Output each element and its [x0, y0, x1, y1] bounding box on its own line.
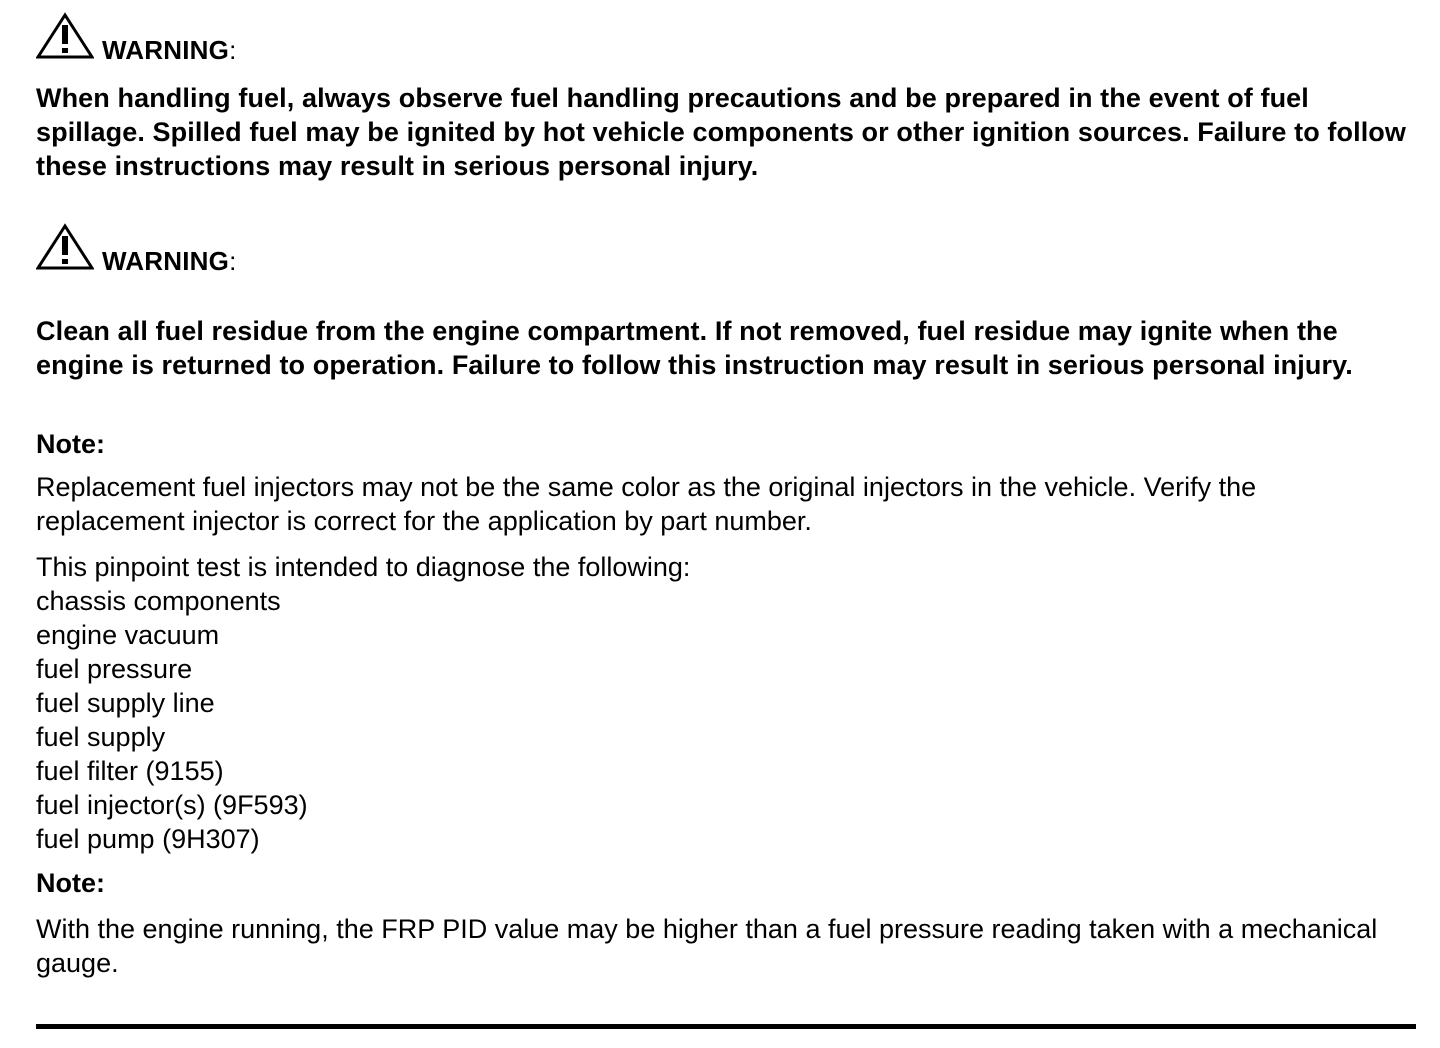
bottom-divider [36, 1024, 1416, 1029]
list-item: fuel supply [36, 722, 166, 752]
warning-heading-1 [36, 12, 237, 65]
list-item: chassis components [36, 586, 281, 616]
note-text-2: With the engine running, the FRP PID value may be higher than a fuel pressure reading taken with a mechanical gauge. [36, 914, 1378, 978]
warning-triangle-icon [36, 223, 94, 271]
warning-label: WARNING: [102, 35, 237, 65]
diagnose-intro: This pinpoint test is intended to diagnose the following: [36, 552, 691, 582]
diagnose-list [36, 584, 308, 856]
warning-heading-2 [36, 223, 237, 276]
warning-triangle-icon [36, 12, 94, 60]
list-item: fuel injector(s) (9F593) [36, 790, 308, 820]
warning-label: WARNING: [102, 246, 237, 276]
list-item: engine vacuum [36, 620, 220, 650]
list-item: fuel supply line [36, 688, 215, 718]
warning-text-1: When handling fuel, always observe fuel handling precautions and be prepared in the event of fuel spillage. Spilled fuel may be ignited by hot vehicle components or other ignition sources. Failure to follow these instructions may result in serious personal injury. [36, 83, 1406, 181]
list-item: fuel pump (9H307) [36, 824, 260, 854]
note-label-2: Note: [36, 868, 105, 898]
list-item: fuel pressure [36, 654, 193, 684]
note-text-1: Replacement fuel injectors may not be the same color as the original injectors in the vehicle. Verify the replacement injector is correct for the application by part number. [36, 472, 1257, 536]
list-item: fuel filter (9155) [36, 756, 224, 786]
warning-text-2: Clean all fuel residue from the engine compartment. If not removed, fuel residue may ignite when the engine is returned to operation. Failure to follow this instruction may result in serious personal injury. [36, 316, 1353, 380]
note-label-1: Note: [36, 429, 105, 459]
